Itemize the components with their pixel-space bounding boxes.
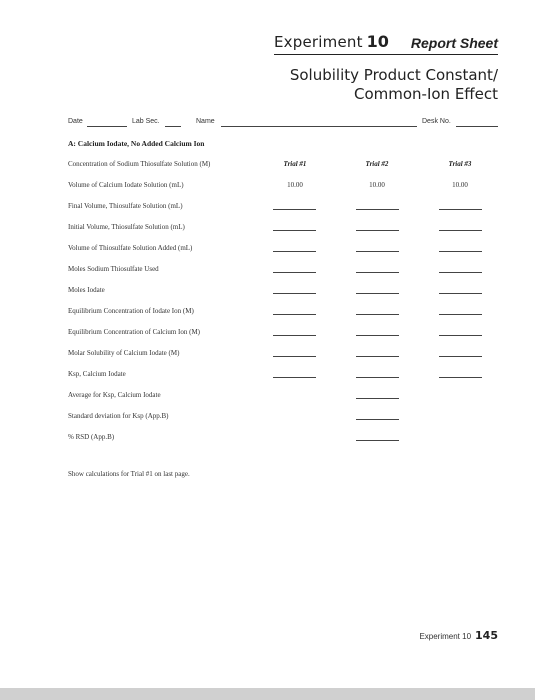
row-label: Concentration of Sodium Thiosulfate Solution (M) xyxy=(68,160,211,168)
answer-blank[interactable] xyxy=(273,293,316,294)
page-footer xyxy=(419,626,498,644)
answer-blank[interactable] xyxy=(439,356,482,357)
answer-blank[interactable] xyxy=(439,272,482,273)
name-blank xyxy=(221,126,417,127)
row-label: Equilibrium Concentration of Calcium Ion (M) xyxy=(68,328,201,336)
answer-blank[interactable] xyxy=(273,377,316,378)
answer-blank[interactable] xyxy=(439,230,482,231)
rsd-blank[interactable] xyxy=(356,440,399,441)
calculation-note: Show calculations for Trial #1 on last page. xyxy=(68,470,190,478)
answer-blank[interactable] xyxy=(356,356,399,357)
experiment-number: 10 xyxy=(366,32,389,51)
answer-blank[interactable] xyxy=(439,209,482,210)
row-label: Equilibrium Concentration of Iodate Ion (M) xyxy=(68,307,194,315)
row-label: Ksp, Calcium Iodate xyxy=(68,370,126,378)
report-sheet-label: Report Sheet xyxy=(410,35,498,51)
page-number: 145 xyxy=(475,629,498,642)
column-header-trial-3: Trial #3 xyxy=(448,160,472,168)
answer-blank[interactable] xyxy=(273,251,316,252)
name-label: Name xyxy=(196,118,215,125)
answer-blank[interactable] xyxy=(439,335,482,336)
footer-label: Experiment 10 xyxy=(419,632,472,641)
volume-value-trial-3: 10.00 xyxy=(452,181,468,189)
answer-blank[interactable] xyxy=(356,230,399,231)
row-label: Initial Volume, Thiosulfate Solution (mL) xyxy=(68,223,185,231)
row-label: Moles Sodium Thiosulfate Used xyxy=(68,265,159,273)
answer-blank[interactable] xyxy=(273,209,316,210)
column-header-trial-1: Trial #1 xyxy=(283,160,307,168)
average-ksp-blank[interactable] xyxy=(356,398,399,399)
row-label: % RSD (App.B) xyxy=(68,433,115,441)
date-blank xyxy=(87,126,127,127)
answer-blank[interactable] xyxy=(356,293,399,294)
answer-blank[interactable] xyxy=(273,272,316,273)
report-header xyxy=(274,32,498,55)
std-dev-blank[interactable] xyxy=(356,419,399,420)
volume-value-trial-1: 10.00 xyxy=(287,181,303,189)
answer-blank[interactable] xyxy=(356,377,399,378)
answer-blank[interactable] xyxy=(273,335,316,336)
answer-blank[interactable] xyxy=(356,251,399,252)
answer-blank[interactable] xyxy=(356,209,399,210)
row-label: Average for Ksp, Calcium Iodate xyxy=(68,391,161,399)
volume-value-trial-2: 10.00 xyxy=(369,181,385,189)
answer-blank[interactable] xyxy=(356,335,399,336)
answer-blank[interactable] xyxy=(273,230,316,231)
answer-blank[interactable] xyxy=(273,314,316,315)
row-label: Volume of Calcium Iodate Solution (mL) xyxy=(68,181,184,189)
experiment-label: Experiment xyxy=(274,33,363,51)
desk-blank xyxy=(456,126,498,127)
row-label: Volume of Thiosulfate Solution Added (mL) xyxy=(68,244,193,252)
answer-blank[interactable] xyxy=(273,356,316,357)
answer-blank[interactable] xyxy=(439,377,482,378)
subtitle-line-1: Solubility Product Constant/ xyxy=(289,66,498,84)
row-label: Final Volume, Thiosulfate Solution (mL) xyxy=(68,202,183,210)
answer-blank[interactable] xyxy=(439,293,482,294)
row-label: Moles Iodate xyxy=(68,286,105,294)
date-label: Date xyxy=(68,118,83,125)
answer-blank[interactable] xyxy=(356,314,399,315)
column-header-trial-2: Trial #2 xyxy=(365,160,389,168)
answer-blank[interactable] xyxy=(439,251,482,252)
row-label: Standard deviation for Ksp (App.B) xyxy=(68,412,169,420)
answer-blank[interactable] xyxy=(356,272,399,273)
lab-sec-label: Lab Sec. xyxy=(132,118,160,125)
row-label: Molar Solubility of Calcium Iodate (M) xyxy=(68,349,180,357)
bottom-band xyxy=(0,688,535,700)
answer-blank[interactable] xyxy=(439,314,482,315)
subtitle-line-2: Common-Ion Effect xyxy=(353,85,498,103)
info-row xyxy=(68,118,498,130)
section-title: A: Calcium Iodate, No Added Calcium Ion xyxy=(68,139,205,148)
desk-label: Desk No. xyxy=(422,118,451,125)
lab-sec-blank xyxy=(165,126,181,127)
